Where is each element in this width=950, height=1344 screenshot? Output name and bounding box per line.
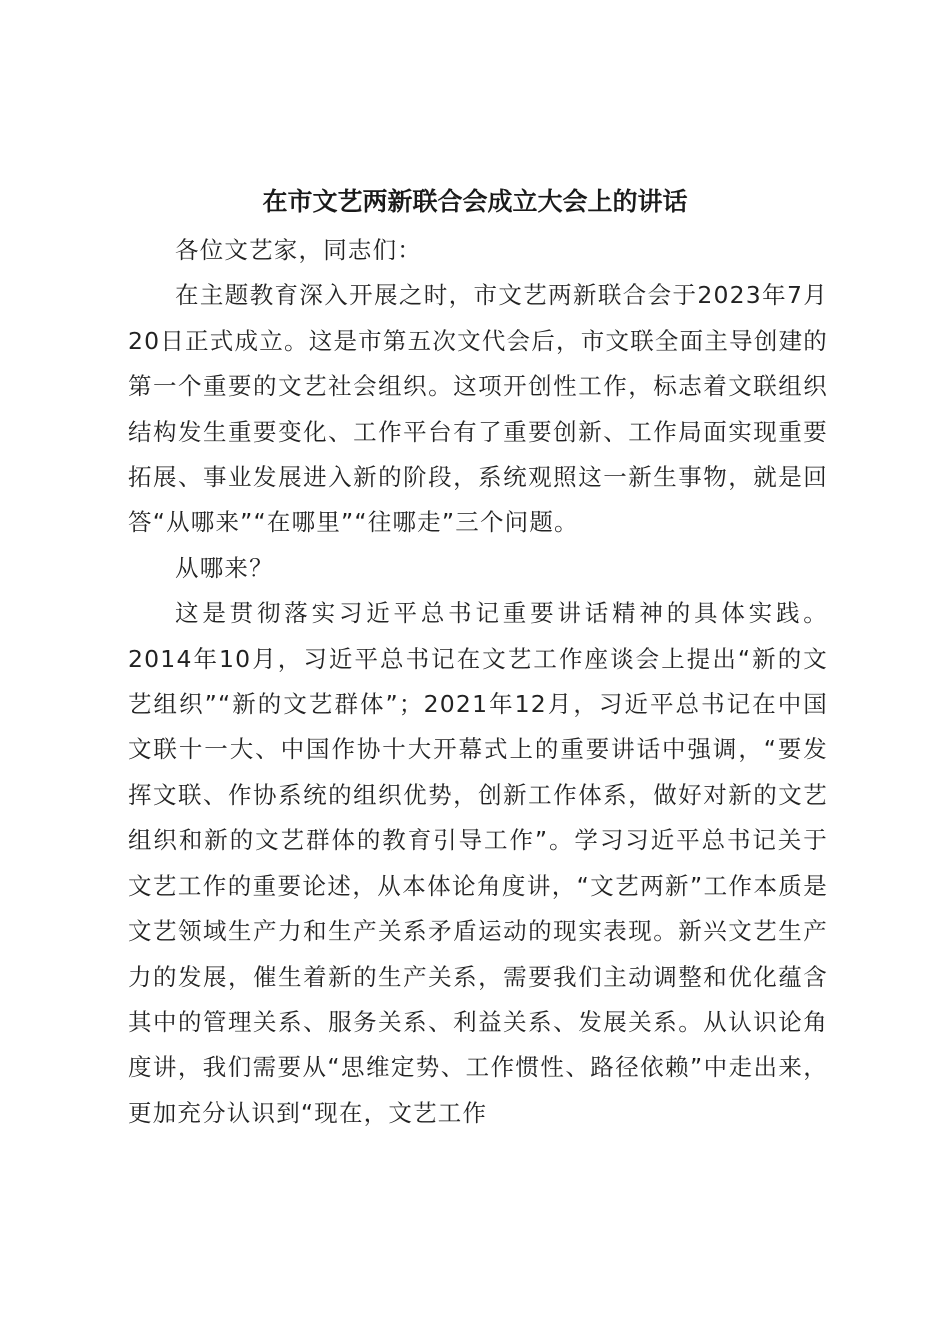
document-body bbox=[128, 228, 828, 1136]
intro-paragraph: 在主题教育深入开展之时，市文艺两新联合会于2023年7月20日正式成立。这是市第五次文代会后，市文联全面主导创建的第一个重要的文艺社会组织。这项开创性工作，标志着文联组织结构发生重要变化、工作平台有了重要创新、工作局面实现重要拓展、事业发展进入新的阶段，系统观照这一新生事物，就是回答“从哪来”“在哪里”“往哪走”三个问题。 bbox=[128, 281, 828, 537]
salutation-paragraph: 各位文艺家，同志们： bbox=[175, 236, 422, 264]
body-paragraph: 这是贯彻落实习近平总书记重要讲话精神的具体实践。2014年10月，习近平总书记在文艺工作座谈会上提出“新的文艺组织”“新的文艺群体”；2021年12月，习近平总书记在中国文联十一大、中国作协十大开幕式上的重要讲话中强调，“要发挥文联、作协系统的组织优势，创新工作体系，做好对新的文艺组织和新的文艺群体的教育引导工作”。学习习近平总书记关于文艺工作的重要论述，从本体论角度讲，“文艺两新”工作本质是文艺领域生产力和生产关系矛盾运动的现实表现。新兴文艺生产力的发展，催生着新的生产关系，需要我们主动调整和优化蕴含其中的管理关系、服务关系、利益关系、发展关系。从认识论角度讲，我们需要从“思维定势、工作惯性、路径依赖”中走出来，更加充分认识到“现在，文艺工作 bbox=[128, 599, 828, 1127]
document-title: 在市文艺两新联合会成立大会上的讲话 bbox=[262, 187, 688, 216]
section-heading-paragraph: 从哪来？ bbox=[175, 553, 274, 582]
